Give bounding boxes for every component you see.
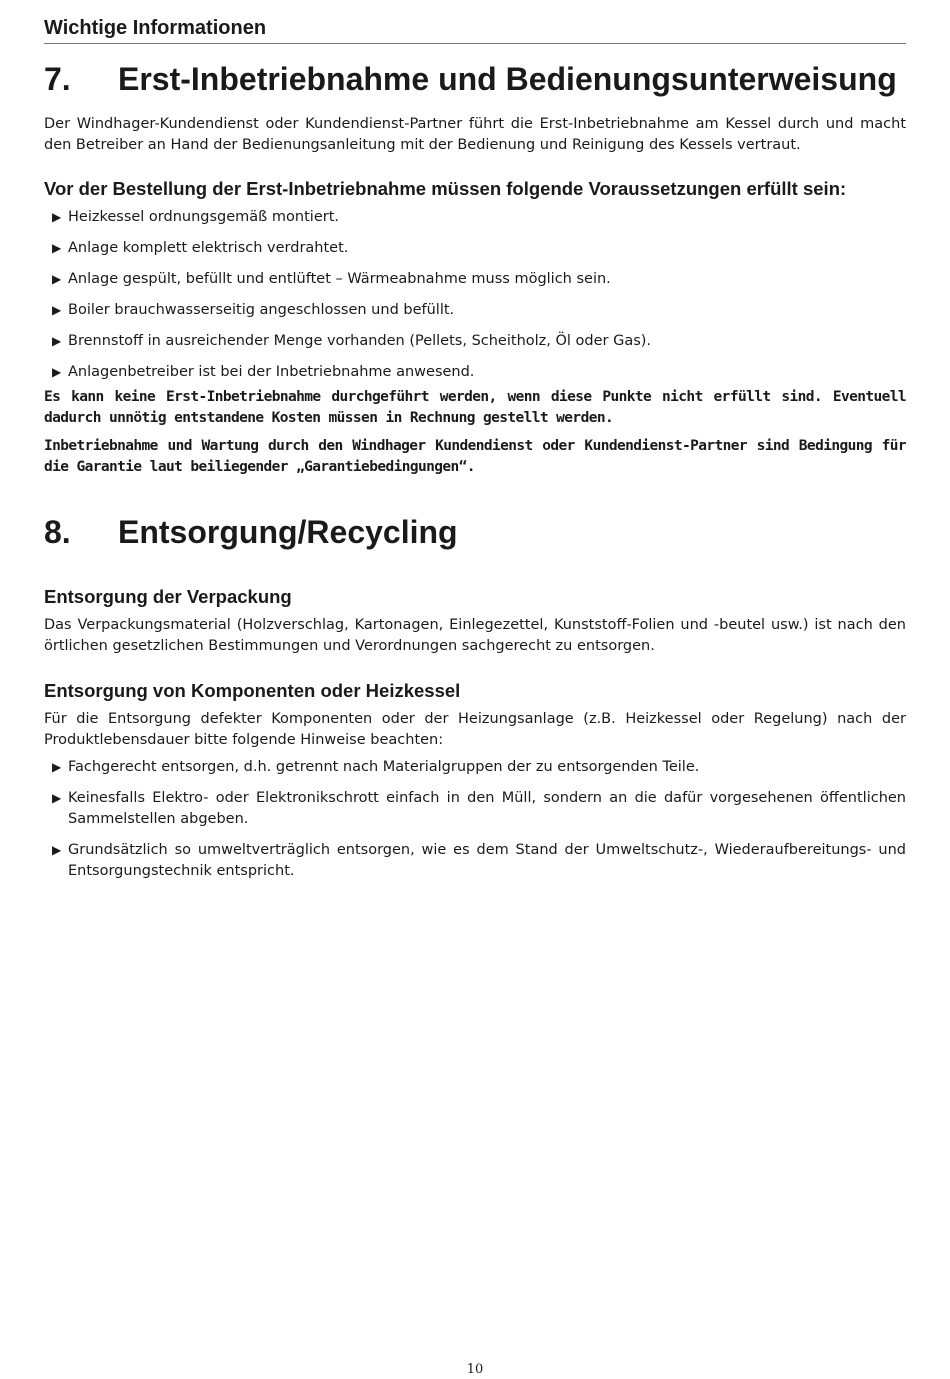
packaging-heading: Entsorgung der Verpackung	[44, 586, 292, 607]
triangle-bullet-icon: ▶	[52, 760, 62, 774]
list-item: ▶ Fachgerecht entsorgen, d.h. getrennt nach Materialgruppen der zu entsorgenden Teile.	[44, 757, 906, 778]
no-commissioning-note: Es kann keine Erst-Inbetriebnahme durchgeführt werden, wenn diese Punkte nicht erfüllt sind. Eventuell dadurch unnötig entstandene Kosten müssen in Rechnung gestellt werden.	[44, 389, 906, 426]
triangle-bullet-icon: ▶	[52, 241, 62, 255]
packaging-text: Das Verpackungsmaterial (Holzverschlag, Kartonagen, Einlegezettel, Kunststoff-Folien und -beutel usw.) ist nach den örtlichen gesetzlichen Bestimmungen und Verordnungen sachgerecht zu entsorgen.	[44, 617, 906, 654]
requirements-list	[44, 207, 906, 383]
section-7-number: 7.	[44, 61, 71, 97]
section-8-heading	[44, 512, 906, 552]
page-number: 10	[466, 1362, 484, 1377]
section-7-heading	[44, 59, 906, 99]
components-heading: Entsorgung von Komponenten oder Heizkessel	[44, 680, 461, 701]
list-item: ▶ Grundsätzlich so umweltverträglich entsorgen, wie es dem Stand der Umweltschutz-, Wiederaufbereitungs- und Entsorgungstechnik entspricht.	[44, 840, 906, 882]
document-page	[44, 0, 906, 892]
triangle-bullet-icon: ▶	[52, 303, 62, 317]
disposal-list	[44, 757, 906, 882]
triangle-bullet-icon: ▶	[52, 210, 62, 224]
list-item: ▶ Anlage gespült, befüllt und entlüftet – Wärmeabnahme muss möglich sein.	[44, 269, 906, 290]
triangle-bullet-icon: ▶	[52, 334, 62, 348]
list-item: ▶ Boiler brauchwasserseitig angeschlossen und befüllt.	[44, 300, 906, 321]
warranty-note: Inbetriebnahme und Wartung durch den Windhager Kundendienst oder Kundendienst-Partner sind Bedingung für die Garantie laut beiliegender „Garantiebedingungen“.	[44, 438, 906, 475]
list-item: ▶ Anlagenbetreiber ist bei der Inbetriebnahme anwesend.	[44, 362, 906, 383]
list-item: ▶ Brennstoff in ausreichender Menge vorhanden (Pellets, Scheitholz, Öl oder Gas).	[44, 331, 906, 352]
running-header: Wichtige Informationen	[44, 15, 906, 44]
list-item: ▶ Keinesfalls Elektro- oder Elektronikschrott einfach in den Müll, sondern an die dafür vorgesehenen öffentlichen Sammelstellen abgeben.	[44, 788, 906, 830]
triangle-bullet-icon: ▶	[52, 791, 62, 805]
list-item: ▶ Heizkessel ordnungsgemäß montiert.	[44, 207, 906, 228]
triangle-bullet-icon: ▶	[52, 843, 62, 857]
section-8-number: 8.	[44, 514, 71, 550]
triangle-bullet-icon: ▶	[52, 365, 62, 379]
section-8-title: Entsorgung/Recycling	[118, 514, 458, 550]
section-7-intro: Der Windhager-Kundendienst oder Kundendienst-Partner führt die Erst-Inbetriebnahme am Kessel durch und macht den Betreiber an Hand der Bedienungsanleitung mit der Bedienung und Reinigung des Kessels vertraut.	[44, 116, 906, 153]
section-7-title: Erst-Inbetriebnahme und Bedienungsunterweisung	[118, 61, 897, 97]
triangle-bullet-icon: ▶	[52, 272, 62, 286]
requirements-heading: Vor der Bestellung der Erst-Inbetriebnahme müssen folgende Voraussetzungen erfüllt sein:	[44, 178, 847, 199]
components-text: Für die Entsorgung defekter Komponenten oder der Heizungsanlage (z.B. Heizkessel oder Regelung) nach der Produktlebensdauer bitte folgende Hinweise beachten:	[44, 711, 906, 748]
list-item: ▶ Anlage komplett elektrisch verdrahtet.	[44, 238, 906, 259]
